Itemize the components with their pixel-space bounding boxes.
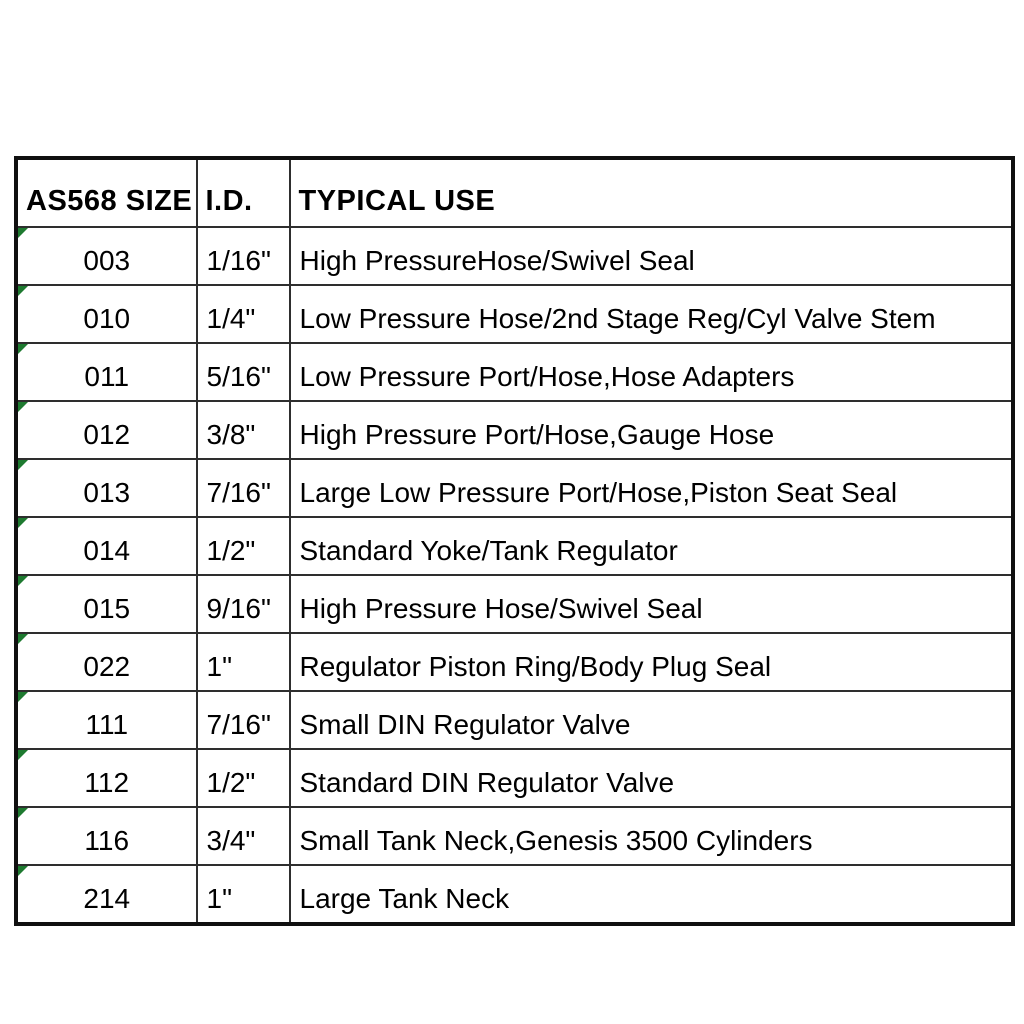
as568-size-value: 112 bbox=[84, 767, 130, 798]
table-row bbox=[17, 865, 1013, 924]
table-row bbox=[17, 343, 1013, 401]
id-value: 5/16" bbox=[206, 361, 271, 392]
id-value: 7/16" bbox=[206, 477, 271, 508]
cell-id[interactable] bbox=[197, 865, 290, 924]
id-value: 1/4" bbox=[206, 303, 256, 334]
as568-size-value: 011 bbox=[84, 361, 130, 392]
number-stored-as-text-marker-icon bbox=[18, 576, 28, 586]
column-header-as568-size: AS568 SIZE bbox=[17, 159, 197, 228]
id-value: 9/16" bbox=[206, 593, 271, 624]
cell-typical-use[interactable] bbox=[290, 749, 1013, 807]
typical-use-value: Small Tank Neck,Genesis 3500 Cylinders bbox=[299, 825, 813, 856]
number-stored-as-text-marker-icon bbox=[18, 692, 28, 702]
cell-as568-size[interactable] bbox=[17, 343, 197, 401]
table-row bbox=[17, 575, 1013, 633]
typical-use-value: High PressureHose/Swivel Seal bbox=[299, 245, 695, 276]
cell-typical-use[interactable] bbox=[290, 401, 1013, 459]
cell-id[interactable] bbox=[197, 459, 290, 517]
typical-use-value: High Pressure Hose/Swivel Seal bbox=[299, 593, 703, 624]
cell-typical-use[interactable] bbox=[290, 227, 1013, 285]
cell-id[interactable] bbox=[197, 691, 290, 749]
typical-use-value: Low Pressure Hose/2nd Stage Reg/Cyl Valve Stem bbox=[299, 303, 936, 334]
column-header-typical-use: TYPICAL USE bbox=[290, 159, 1013, 228]
as568-size-value: 003 bbox=[83, 245, 131, 276]
cell-id[interactable] bbox=[197, 401, 290, 459]
cell-typical-use[interactable] bbox=[290, 285, 1013, 343]
cell-as568-size[interactable] bbox=[17, 865, 197, 924]
cell-id[interactable] bbox=[197, 807, 290, 865]
cell-as568-size[interactable] bbox=[17, 807, 197, 865]
table-row bbox=[17, 459, 1013, 517]
typical-use-value: Large Low Pressure Port/Hose,Piston Seat Seal bbox=[299, 477, 898, 508]
cell-typical-use[interactable] bbox=[290, 517, 1013, 575]
cell-id[interactable] bbox=[197, 517, 290, 575]
id-value: 3/4" bbox=[206, 825, 256, 856]
table-row bbox=[17, 633, 1013, 691]
cell-typical-use[interactable] bbox=[290, 459, 1013, 517]
id-value: 1" bbox=[206, 651, 233, 682]
table-row bbox=[17, 807, 1013, 865]
cell-typical-use[interactable] bbox=[290, 865, 1013, 924]
cell-as568-size[interactable] bbox=[17, 749, 197, 807]
oring-size-chart bbox=[15, 157, 1014, 925]
cell-as568-size[interactable] bbox=[17, 459, 197, 517]
cell-typical-use[interactable] bbox=[290, 633, 1013, 691]
table-row bbox=[17, 749, 1013, 807]
number-stored-as-text-marker-icon bbox=[18, 750, 28, 760]
number-stored-as-text-marker-icon bbox=[18, 460, 28, 470]
typical-use-value: High Pressure Port/Hose,Gauge Hose bbox=[299, 419, 775, 450]
cell-as568-size[interactable] bbox=[17, 633, 197, 691]
table-row bbox=[17, 285, 1013, 343]
cell-id[interactable] bbox=[197, 575, 290, 633]
as568-size-value: 111 bbox=[85, 709, 129, 740]
typical-use-value: Standard DIN Regulator Valve bbox=[299, 767, 675, 798]
cell-as568-size[interactable] bbox=[17, 691, 197, 749]
table-row bbox=[17, 401, 1013, 459]
cell-typical-use[interactable] bbox=[290, 807, 1013, 865]
column-header-id: I.D. bbox=[197, 159, 290, 228]
id-value: 3/8" bbox=[206, 419, 256, 450]
as568-size-value: 015 bbox=[83, 593, 131, 624]
id-value: 1" bbox=[206, 883, 233, 914]
as568-size-value: 012 bbox=[83, 419, 131, 450]
typical-use-value: Small DIN Regulator Valve bbox=[299, 709, 631, 740]
number-stored-as-text-marker-icon bbox=[18, 808, 28, 818]
cell-id[interactable] bbox=[197, 633, 290, 691]
number-stored-as-text-marker-icon bbox=[18, 286, 28, 296]
as568-size-value: 022 bbox=[83, 651, 131, 682]
cell-id[interactable] bbox=[197, 749, 290, 807]
number-stored-as-text-marker-icon bbox=[18, 866, 28, 876]
header-row bbox=[17, 159, 1013, 228]
cell-id[interactable] bbox=[197, 343, 290, 401]
as568-size-value: 116 bbox=[84, 825, 130, 856]
as568-size-value: 013 bbox=[83, 477, 131, 508]
cell-id[interactable] bbox=[197, 227, 290, 285]
number-stored-as-text-marker-icon bbox=[18, 634, 28, 644]
typical-use-value: Regulator Piston Ring/Body Plug Seal bbox=[299, 651, 772, 682]
number-stored-as-text-marker-icon bbox=[18, 344, 28, 354]
cell-typical-use[interactable] bbox=[290, 575, 1013, 633]
as568-size-value: 010 bbox=[83, 303, 131, 334]
id-value: 7/16" bbox=[206, 709, 271, 740]
table-row bbox=[17, 691, 1013, 749]
typical-use-value: Large Tank Neck bbox=[299, 883, 510, 914]
cell-typical-use[interactable] bbox=[290, 691, 1013, 749]
typical-use-value: Low Pressure Port/Hose,Hose Adapters bbox=[299, 361, 795, 392]
number-stored-as-text-marker-icon bbox=[18, 402, 28, 412]
id-value: 1/2" bbox=[206, 767, 256, 798]
oring-size-table bbox=[15, 157, 1014, 925]
as568-size-value: 214 bbox=[83, 883, 131, 914]
cell-id[interactable] bbox=[197, 285, 290, 343]
as568-size-value: 014 bbox=[83, 535, 131, 566]
table-body bbox=[17, 227, 1013, 924]
cell-as568-size[interactable] bbox=[17, 285, 197, 343]
cell-as568-size[interactable] bbox=[17, 517, 197, 575]
cell-typical-use[interactable] bbox=[290, 343, 1013, 401]
table-row bbox=[17, 517, 1013, 575]
typical-use-value: Standard Yoke/Tank Regulator bbox=[299, 535, 678, 566]
number-stored-as-text-marker-icon bbox=[18, 228, 28, 238]
cell-as568-size[interactable] bbox=[17, 401, 197, 459]
table-row bbox=[17, 227, 1013, 285]
number-stored-as-text-marker-icon bbox=[18, 518, 28, 528]
id-value: 1/2" bbox=[206, 535, 256, 566]
cell-as568-size[interactable] bbox=[17, 227, 197, 285]
id-value: 1/16" bbox=[206, 245, 271, 276]
cell-as568-size[interactable] bbox=[17, 575, 197, 633]
